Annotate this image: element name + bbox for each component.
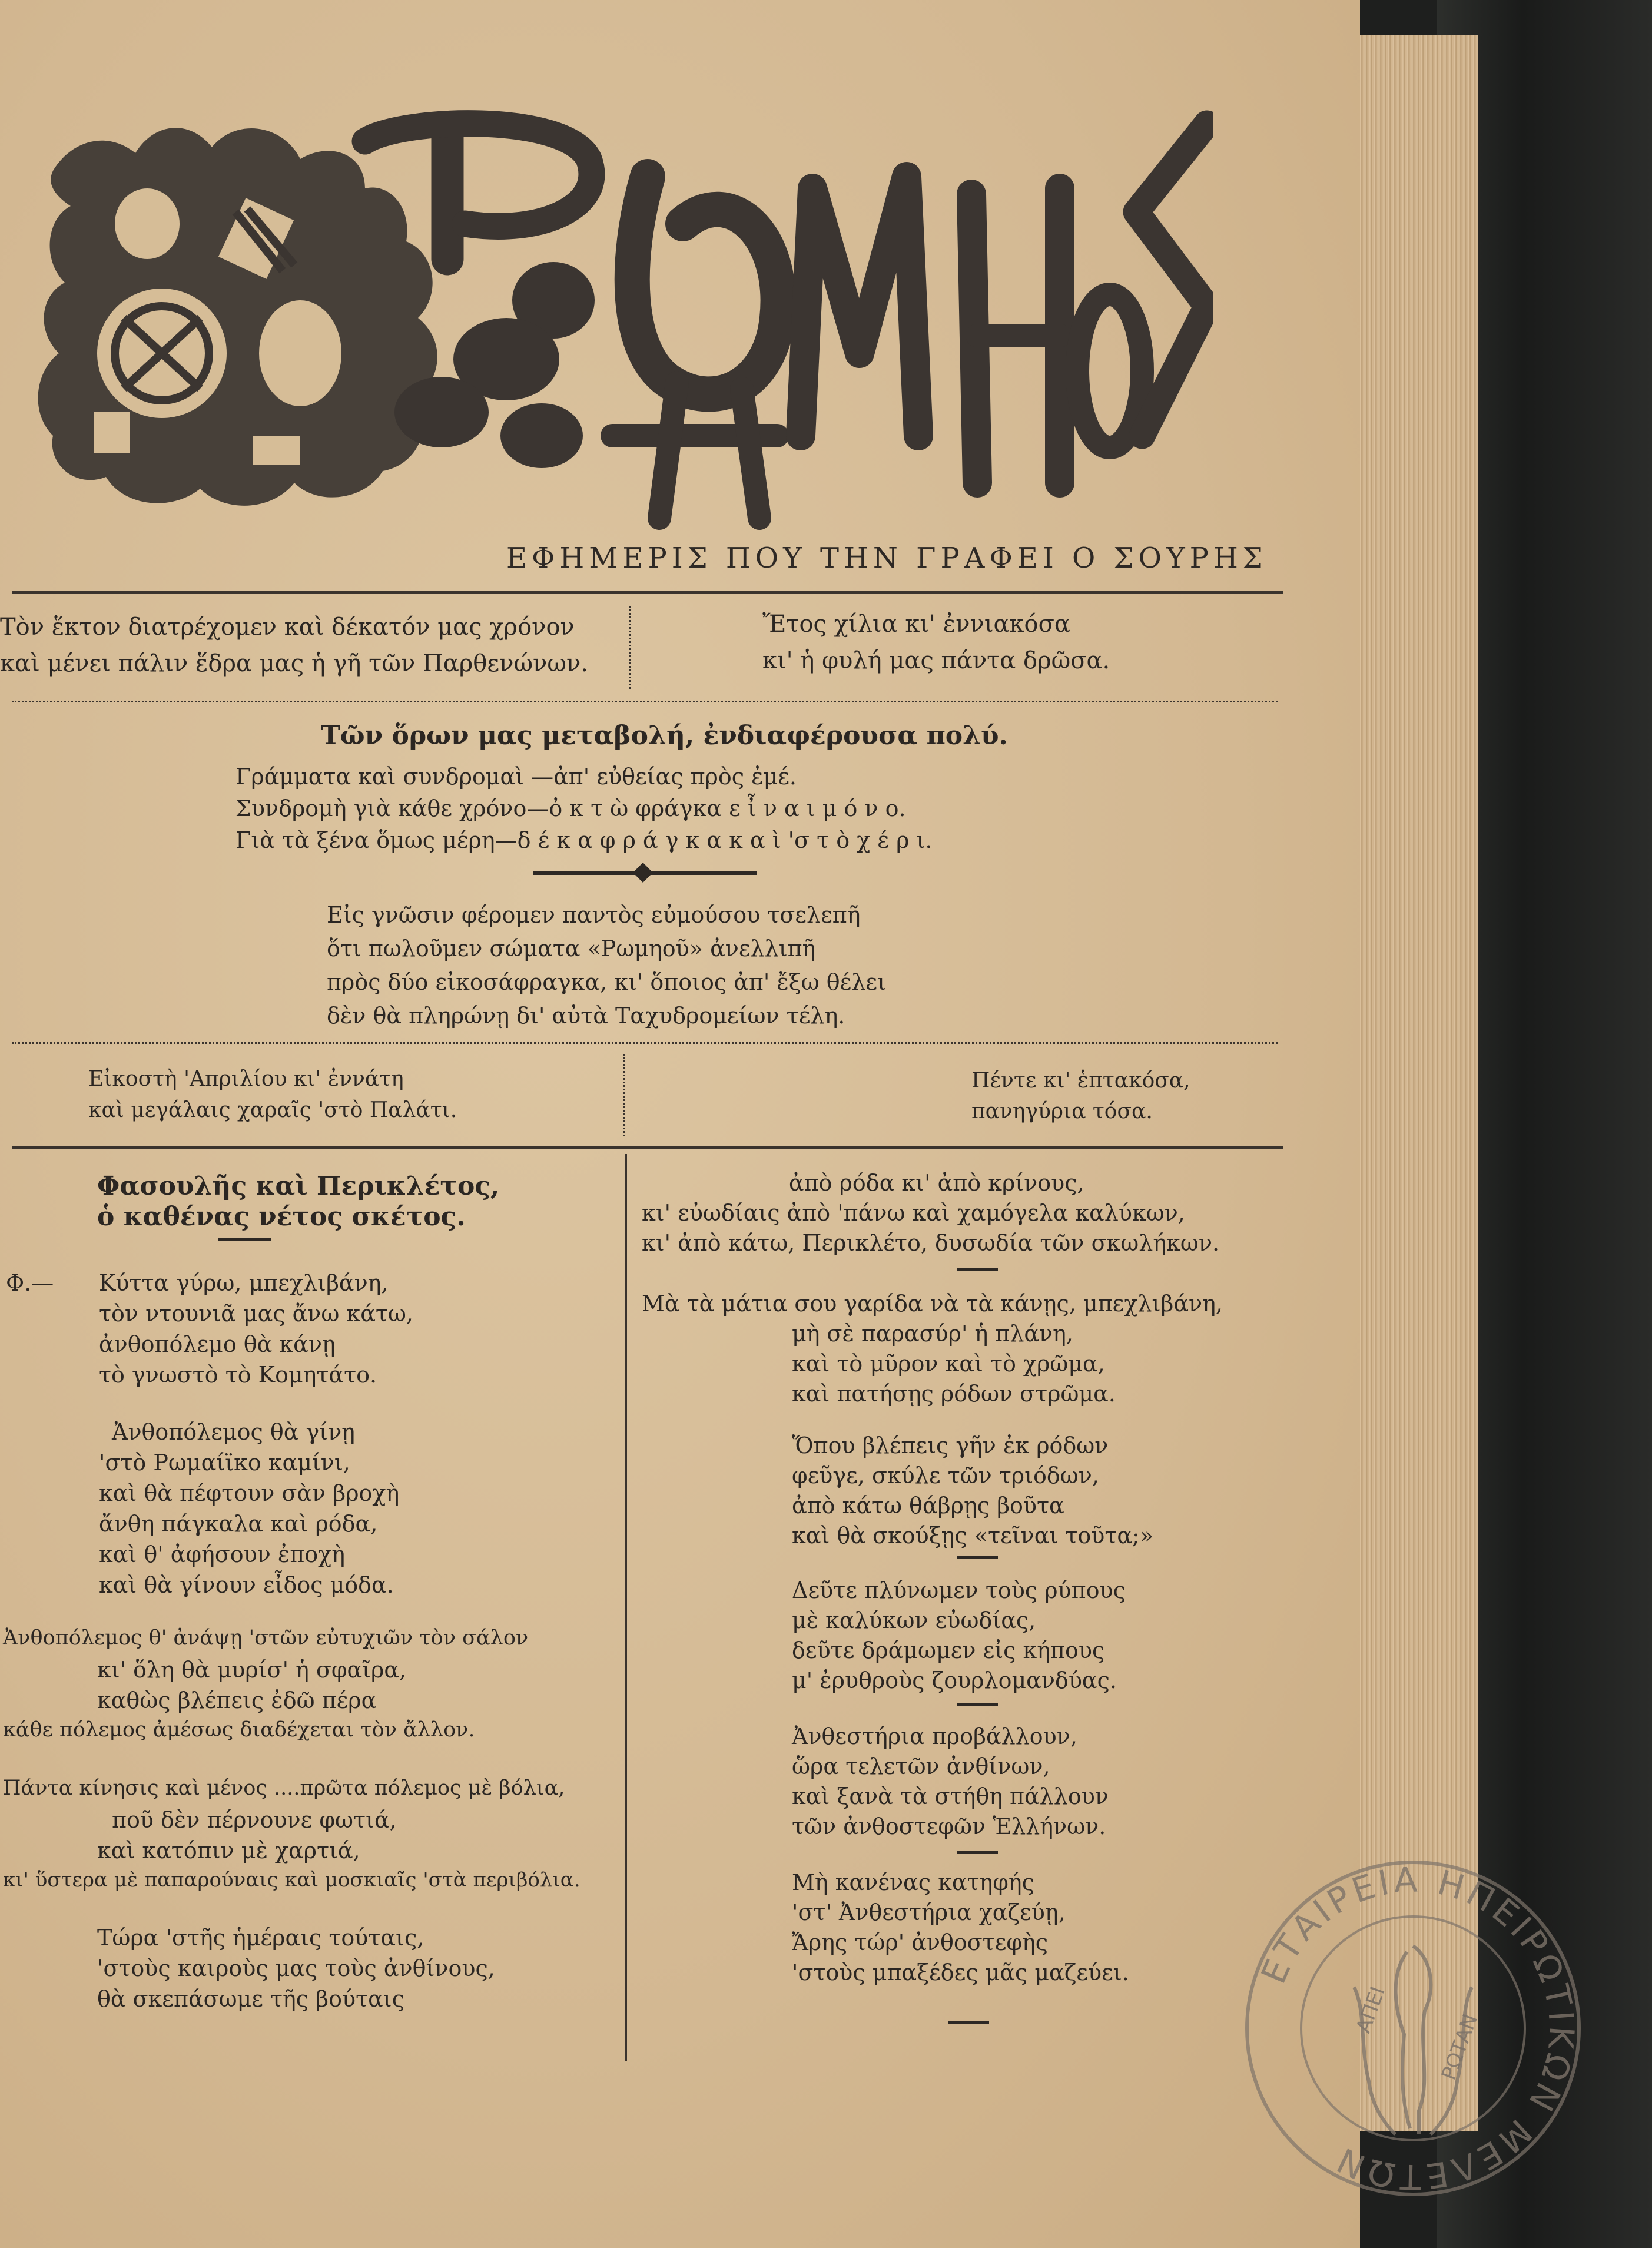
wavy-rule-2 (12, 1042, 1278, 1050)
dateline-right-line-2: πανηγύρια τόσα. (971, 1099, 1153, 1123)
verse-separator (957, 1851, 998, 1854)
verse-separator (948, 2021, 989, 2024)
verse-separator (957, 1556, 998, 1559)
dateline-right-line-1: Πέντε κι' ἑπτακόσα, (971, 1069, 1190, 1093)
verse-line: 'στοὺς μπαξέδες μᾶς μαζεύει. (792, 1959, 1129, 1985)
verse-line: Μὴ κανένας κατηφής (792, 1869, 1034, 1895)
header-rule (12, 591, 1283, 594)
verse-line: καὶ θὰ σκούξῃς «τεῖναι τοῦτα;» (792, 1523, 1154, 1549)
verse-line: 'στ' Ἀνθεστήρια χαζεύῃ, (792, 1899, 1066, 1925)
verse-line: θὰ σκεπάσωμε τῆς βούταις (97, 1986, 404, 2012)
dateline-left-line-2: καὶ μεγάλαις χαραῖς 'στὸ Παλάτι. (88, 1098, 457, 1122)
article-title-line-2: ὁ καθένας νέτος σκέτος. (97, 1202, 466, 1232)
verse-line: κι' εὐωδίαις ἀπὸ 'πάνω καὶ χαμόγελα καλύκων, (642, 1200, 1185, 1226)
verse-line: καὶ ξανὰ τὰ στήθη πάλλουν (792, 1783, 1109, 1809)
title-separator (218, 1238, 271, 1241)
verse-line: 'στοὺς καιροὺς μας τοὺς ἀνθίνους, (97, 1955, 495, 1981)
verse-line: καὶ πατήσῃς ρόδων στρῶμα. (792, 1381, 1116, 1407)
epigraph-left-line-1: Τὸν ἕκτον διατρέχομεν καὶ δέκατόν μας χρόνον (0, 614, 575, 641)
verse-line: ἀπὸ ρόδα κι' ἀπὸ κρίνους, (789, 1170, 1084, 1196)
verse-line: κάθε πόλεμος ἀμέσως διαδέχεται τὸν ἄλλον. (3, 1718, 475, 1742)
verse-line: 'στὸ Ρωμαίϊκο καμίνι, (99, 1450, 350, 1476)
verse-line: Μὰ τὰ μάτια σου γαρίδα νὰ τὰ κάνῃς, μπεχλιβάνη, (642, 1291, 1223, 1317)
verse-line: καὶ κατόπιν μὲ χαρτιά, (97, 1838, 360, 1864)
verse-line: καὶ θὰ γίνουν εἶδος μόδα. (99, 1572, 394, 1598)
verse-line: Ἀνθοπόλεμος θ' ἀνάψῃ 'στῶν εὐτυχιῶν τὸν σάλον (3, 1626, 529, 1650)
notice-line-4: δὲν θὰ πληρώνῃ δι' αὐτὰ Ταχυδρομείων τέλη. (327, 1003, 845, 1029)
verse-line: Ὅπου βλέπεις γῆν ἐκ ρόδων (792, 1433, 1109, 1458)
stamp-inner-right: ΡΩΤΑΝ (1437, 2011, 1483, 2084)
verse-line: καὶ θ' ἀφήσουν ἐποχὴ (99, 1541, 345, 1567)
section-rule (12, 1146, 1283, 1149)
verse-line: ἀπὸ κάτω θάβρῃς βοῦτα (792, 1493, 1064, 1518)
notice-line-2: ὅτι πωλοῦμεν σώματα «Ρωμηοῦ» ἀνελλιπῆ (327, 936, 816, 961)
verse-line: καθὼς βλέπεις ἐδῶ πέρα (97, 1687, 377, 1713)
masthead-logo (35, 106, 1213, 530)
verse-line: μ' ἐρυθροὺς ζουρλομανδύας. (792, 1667, 1117, 1693)
epigraph-right-line-2: κι' ἡ φυλή μας πάντα δρῶσα. (762, 647, 1110, 674)
epigraph-divider (629, 606, 639, 689)
ornament-diamond (633, 863, 653, 883)
verse-line: καὶ τὸ μῦρον καὶ τὸ χρῶμα, (792, 1351, 1105, 1377)
library-stamp (1242, 1858, 1584, 2199)
verse-line: μὴ σὲ παρασύρ' ἡ πλάνη, (792, 1321, 1074, 1347)
verse-separator (957, 1268, 998, 1271)
verse-line: τὸ γνωστὸ τὸ Κομητάτο. (99, 1362, 377, 1388)
verse-line: κι' ἀπὸ κάτω, Περικλέτο, δυσωδία τῶν σκωλήκων. (642, 1230, 1220, 1256)
verse-line: Ἀνθοπόλεμος θὰ γίνῃ (112, 1419, 355, 1445)
verse-line: τῶν ἀνθοστεφῶν Ἑλλήνων. (792, 1813, 1106, 1839)
subscription-heading: Τῶν ὅρων μας μεταβολή, ἐνδιαφέρουσα πολύ. (321, 721, 1008, 751)
verse-line: Ἄρης τώρ' ἀνθοστεφὴς (792, 1929, 1049, 1955)
speaker-label: Φ.— (6, 1270, 54, 1296)
article-title-line-1: Φασουλῆς καὶ Περικλέτος, (97, 1171, 500, 1201)
verse-separator (957, 1703, 998, 1706)
verse-line: Τώρα 'στῆς ἡμέραις τούταις, (97, 1925, 424, 1951)
verse-line: δεῦτε δράμωμεν εἰς κήπους (792, 1637, 1105, 1663)
wavy-rule-1 (12, 701, 1278, 708)
verse-line: ἄνθη πάγκαλα καὶ ρόδα, (99, 1511, 378, 1537)
verse-line: ἀνθοπόλεμο θὰ κάνῃ (99, 1331, 336, 1357)
dateline-left-line-1: Εἰκοστὴ 'Απριλίου κι' ἐννάτη (88, 1067, 404, 1091)
epigraph-left-line-2: καὶ μένει πάλιν ἕδρα μας ἡ γῆ τῶν Παρθενώνων. (0, 650, 589, 677)
column-divider (625, 1154, 627, 2061)
verse-line: Πάντα κίνησις καὶ μένος ....πρῶτα πόλεμος μὲ βόλια, (3, 1776, 565, 1800)
dateline-divider (623, 1054, 633, 1136)
verse-line: ποῦ δὲν πέρνουνε φωτιά, (112, 1807, 397, 1833)
subscription-line-3: Γιὰ τὰ ξένα ὅμως μέρη—δ έ κ α φ ρ ά γ κ α κ α ὶ 'σ τ ὸ χ έ ρ ι. (235, 827, 933, 853)
svg-text:ΕΤΑΙΡΕΙΑ ΗΠΕΙΡΩΤΙΚΩΝ ΜΕΛΕΤΩΝ (1253, 1859, 1582, 2197)
subscription-line-2: Συνδρομὴ γιὰ κάθε χρόνο—ὀ κ τ ὼ φράγκα ε ἶ ν α ι μ ό ν ο. (235, 795, 906, 821)
epigraph-right-line-1: Ἔτος χίλια κι' ἐννιακόσα (762, 611, 1070, 638)
notice-line-1: Εἰς γνῶσιν φέρομεν παντὸς εὐμούσου τσελεπῆ (327, 902, 861, 928)
verse-line: τὸν ντουνιᾶ μας ἄνω κάτω, (99, 1301, 413, 1327)
verse-line: Ἀνθεστήρια προβάλλουν, (792, 1723, 1077, 1749)
verse-line: φεῦγε, σκύλε τῶν τριόδων, (792, 1463, 1099, 1488)
stamp-inner-left: ΑΠΕΙ (1351, 1983, 1390, 2037)
verse-line: Δεῦτε πλύνωμεν τοὺς ρύπους (792, 1577, 1126, 1603)
masthead-subtitle: ΕΦΗΜΕΡΙΣ ΠΟΥ ΤΗΝ ΓΡΑΦΕΙ Ο ΣΟΥΡΗΣ (506, 542, 1268, 575)
verse-line: μὲ καλύκων εὐωδίας, (792, 1607, 1036, 1633)
subscription-line-1: Γράμματα καὶ συνδρομαὶ —ἀπ' εὐθείας πρὸς ἐμέ. (235, 764, 797, 790)
verse-line: κι' ὕστερα μὲ παπαρούναις καὶ μοσκιαῖς 'στὰ περιβόλια. (3, 1868, 580, 1892)
verse-line: Κύττα γύρω, μπεχλιβάνη, (99, 1270, 389, 1296)
page-edges (1351, 35, 1478, 2131)
stamp-ring-text: ΕΤΑΙΡΕΙΑ ΗΠΕΙΡΩΤΙΚΩΝ ΜΕΛΕΤΩΝ (1253, 1859, 1582, 2197)
verse-line: ὥρα τελετῶν ἀνθίνων, (792, 1753, 1050, 1779)
notice-line-3: πρὸς δύο εἰκοσάφραγκα, κι' ὅποιος ἀπ' ἔξω θέλει (327, 969, 887, 995)
verse-line: κι' ὅλη θὰ μυρίσ' ἡ σφαῖρα, (97, 1657, 407, 1683)
verse-line: καὶ θὰ πέφτουν σὰν βροχὴ (99, 1480, 400, 1506)
